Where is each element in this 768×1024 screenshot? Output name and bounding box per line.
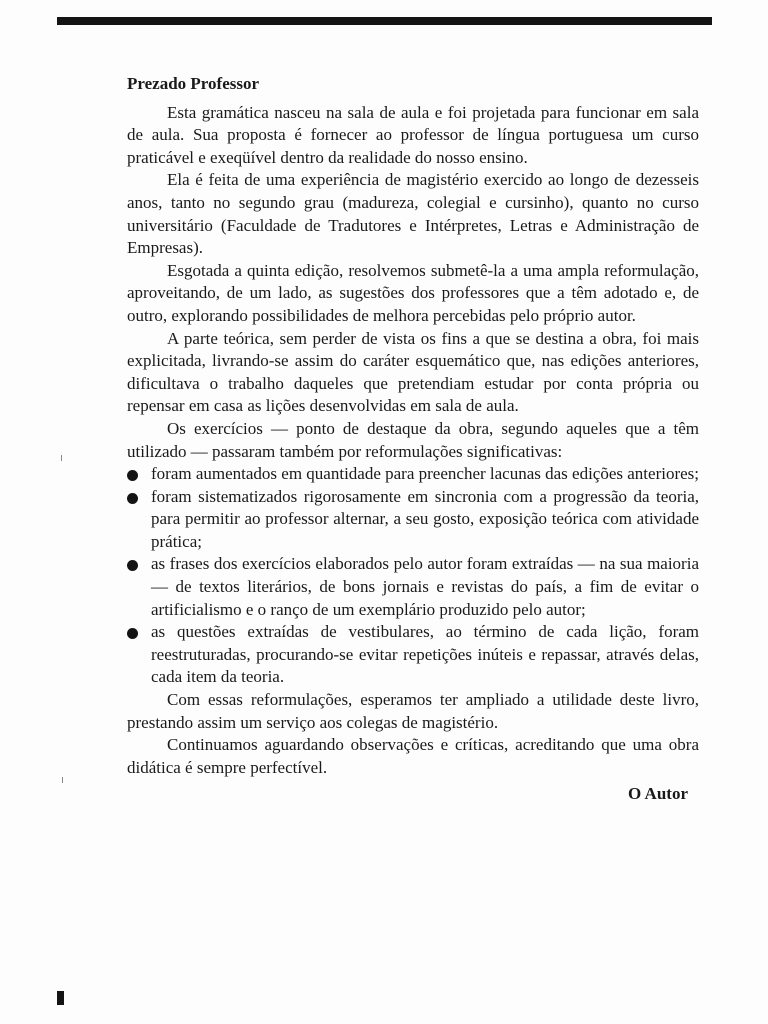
page-heading: Prezado Professor <box>127 74 260 93</box>
bullet-item <box>127 463 699 486</box>
bullet-item <box>127 553 699 621</box>
paragraph: A parte teórica, sem perder de vista os fins a que se destina a obra, foi mais explicitada, livrando-se assim do caráter esquemático que, nas edições anteriores, dificultava o trabalho daqueles que pretendiam estudar por conta própria ou repensar em casa as lições desenvolvidas em sala de aula. <box>127 328 699 416</box>
page-content <box>127 73 699 806</box>
paragraph: Ela é feita de uma experiência de magistério exercido ao longo de dezesseis anos, tanto no segundo grau (madureza, colegial e cursinho), quanto no curso universitário (Faculdade de Tradutores e Intérpretes, Letras e Administração de Empresas). <box>127 170 699 258</box>
bullet-icon <box>127 493 138 504</box>
bullet-icon <box>127 560 138 571</box>
signature: O Autor <box>628 784 688 804</box>
bullet-item <box>127 621 699 689</box>
bullet-text: as questões extraídas de vestibulares, ao término de cada lição, foram reestruturadas, procurando-se evitar repetições inúteis e repassar, através delas, cada item da teoria. <box>151 622 699 687</box>
paragraph: Continuamos aguardando observações e críticas, acreditando que uma obra didática é sempre perfectível. <box>127 735 699 777</box>
paragraph: Esta gramática nasceu na sala de aula e foi projetada para funcionar em sala de aula. Sua proposta é fornecer ao professor de língua portuguesa um curso praticável e exeqüível dentro da realidade do nosso ensino. <box>127 102 699 167</box>
bottom-mark <box>57 991 64 1005</box>
bullet-text: foram aumentados em quantidade para preencher lacunas das edições anteriores; <box>151 464 700 484</box>
top-rule <box>57 17 712 25</box>
paragraph: Os exercícios — ponto de destaque da obra, segundo aqueles que a têm utilizado — passaram também por reformulações significativas: <box>127 418 699 461</box>
scan-speck <box>61 455 62 461</box>
bullet-icon <box>127 628 138 639</box>
scan-speck <box>62 777 63 783</box>
bullet-icon <box>127 470 138 481</box>
bullet-text: as frases dos exercícios elaborados pelo autor foram extraídas — na sua maioria — de textos literários, de bons jornais e revistas do país, a fim de evitar o artificialismo e o ranço de um exemplário produzido pelo autor; <box>151 554 699 619</box>
paragraph: Com essas reformulações, esperamos ter ampliado a utilidade deste livro, prestando assim um serviço aos colegas de magistério. <box>127 690 699 732</box>
paragraph: Esgotada a quinta edição, resolvemos submetê-la a uma ampla reformulação, aproveitando, de um lado, as sugestões dos professores que a têm adotado e, de outro, explorando possibilidades de melhora percebidas pelo próprio autor. <box>127 260 699 325</box>
bullet-list <box>127 463 699 689</box>
bullet-text: foram sistematizados rigorosamente em sincronia com a progressão da teoria, para permitir ao professor alternar, a seu gosto, exposição teórica com atividade prática; <box>151 486 699 551</box>
bullet-item <box>127 486 699 554</box>
